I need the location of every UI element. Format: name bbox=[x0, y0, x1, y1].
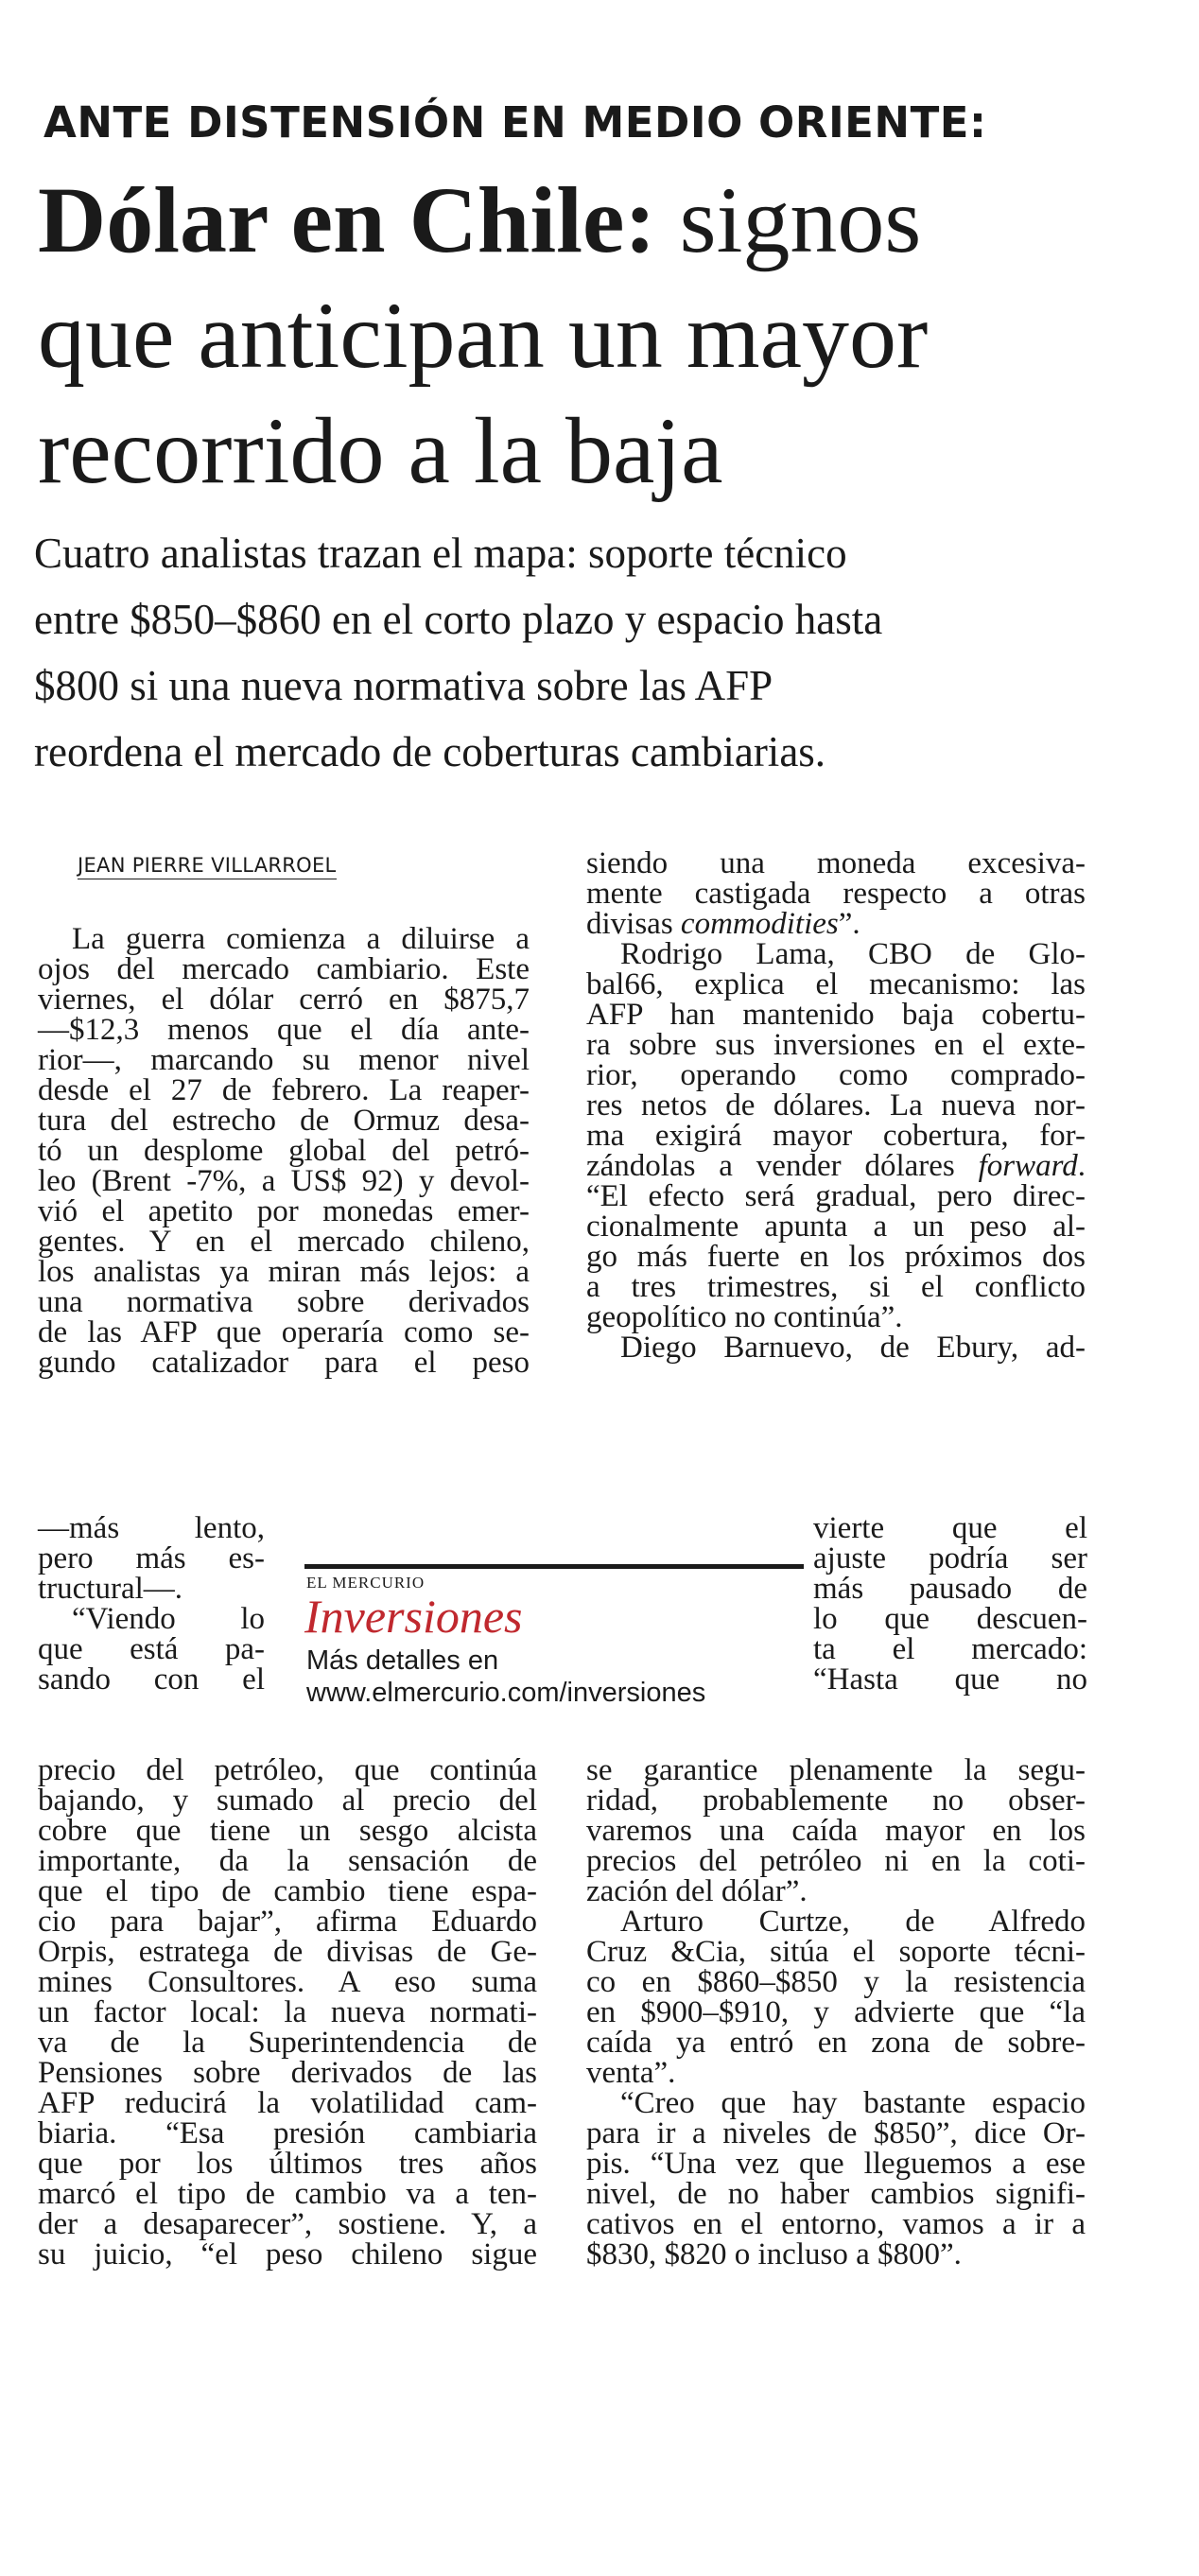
promo-link[interactable]: www.elmercurio.com/inversiones bbox=[306, 1678, 706, 1708]
article-byline: JEAN PIERRE VILLARROEL bbox=[78, 854, 337, 879]
body-text: . bbox=[1077, 1149, 1086, 1183]
body-line: que por los últimos tres años bbox=[38, 2147, 537, 2181]
body-line: bajando, y sumado al precio del bbox=[38, 1784, 537, 1818]
body-line: cobre que tiene un sesgo alcista bbox=[38, 1814, 537, 1848]
body-text-italic: commodities bbox=[680, 907, 839, 941]
promo-text: Más detalles en bbox=[306, 1645, 499, 1676]
body-line: gundo catalizador para el peso bbox=[38, 1346, 530, 1380]
body-line: un factor local: la nueva normati- bbox=[38, 1995, 537, 2029]
body-line: mente castigada respecto a otras bbox=[586, 877, 1086, 911]
body-line bbox=[586, 909, 1086, 939]
body-line: se garantice plenamente la segu- bbox=[586, 1753, 1086, 1787]
body-line: viernes, el dólar cerró en $875,7 bbox=[38, 983, 530, 1017]
body-column-left-narrow bbox=[38, 1513, 265, 1695]
headline-line-2: que anticipan un mayor bbox=[38, 283, 929, 388]
body-line: caída ya entró en zona de sobre- bbox=[586, 2026, 1086, 2060]
body-line: ma exigirá mayor cobertura, for- bbox=[586, 1119, 1086, 1153]
body-line: —más lento, bbox=[38, 1511, 265, 1545]
body-line: rior, operando como comprado- bbox=[586, 1058, 1086, 1092]
body-line: Orpis, estratega de divisas de Ge- bbox=[38, 1935, 537, 1969]
body-line: varemos una caída mayor en los bbox=[586, 1814, 1086, 1848]
body-line: ojos del mercado cambiario. Este bbox=[38, 952, 530, 986]
body-line: “Hasta que no bbox=[813, 1662, 1087, 1697]
deck-line: Cuatro analistas trazan el mapa: soporte técnico bbox=[34, 530, 847, 577]
body-line: “Viendo lo bbox=[72, 1602, 265, 1636]
body-line: tura del estrecho de Ormuz desa- bbox=[38, 1104, 530, 1138]
body-line: sando con el bbox=[38, 1662, 265, 1697]
article-headline bbox=[38, 163, 1173, 509]
body-line: nivel, de no haber cambios signifi- bbox=[586, 2177, 1086, 2211]
deck-line: entre $850–$860 en el corto plazo y espacio hasta bbox=[34, 596, 883, 643]
inversiones-promo[interactable] bbox=[304, 1564, 804, 1727]
body-line: Arturo Curtze, de Alfredo bbox=[620, 1905, 1086, 1939]
body-line: mines Consultores. A eso suma bbox=[38, 1965, 537, 1999]
body-line: desde el 27 de febrero. La reaper- bbox=[38, 1073, 530, 1107]
body-line: en $900–$910, y advierte que “la bbox=[586, 1995, 1086, 2029]
article-kicker: ANTE DISTENSIÓN EN MEDIO ORIENTE: bbox=[43, 97, 987, 148]
body-line: gentes. Y en el mercado chileno, bbox=[38, 1225, 530, 1259]
body-line: siendo una moneda excesiva- bbox=[586, 846, 1086, 880]
body-column-left-bottom bbox=[38, 1755, 537, 2270]
body-line: para ir a niveles de $850”, dice Or- bbox=[586, 2116, 1086, 2150]
deck-line: reordena el mercado de coberturas cambiarias. bbox=[34, 728, 826, 775]
body-line: ra sobre sus inversiones en el exte- bbox=[586, 1028, 1086, 1062]
body-line: ajuste podría ser bbox=[813, 1541, 1087, 1575]
body-line: go más fuerte en los próximos dos bbox=[586, 1240, 1086, 1274]
body-line: Cruz &Cia, sitúa el soporte técni- bbox=[586, 1935, 1086, 1969]
body-line: AFP reducirá la volatilidad cam- bbox=[38, 2086, 537, 2120]
body-column-left-top bbox=[38, 924, 530, 1378]
body-column-right-top bbox=[586, 848, 1086, 1363]
body-line: Pensiones sobre derivados de las bbox=[38, 2056, 537, 2090]
body-line: tructural—. bbox=[38, 1572, 183, 1606]
headline-line-1: signos bbox=[655, 167, 922, 272]
article-deck bbox=[34, 520, 1169, 785]
body-line: va de la Superintendencia de bbox=[38, 2026, 537, 2060]
promo-rule bbox=[304, 1564, 804, 1569]
promo-brand: EL MERCURIO bbox=[306, 1574, 426, 1592]
body-line: ta el mercado: bbox=[813, 1632, 1087, 1666]
body-line: precio del petróleo, que continúa bbox=[38, 1753, 537, 1787]
body-line: venta”. bbox=[586, 2056, 676, 2090]
body-line: La guerra comienza a diluirse a bbox=[72, 922, 530, 956]
body-line: Diego Barnuevo, de Ebury, ad- bbox=[620, 1331, 1086, 1365]
body-line: der a desaparecer”, sostiene. Y, a bbox=[38, 2207, 537, 2241]
body-line: $830, $820 o incluso a $800”. bbox=[586, 2237, 962, 2271]
body-line: lo que descuen- bbox=[813, 1602, 1087, 1636]
body-text: divisas bbox=[586, 907, 681, 941]
body-line bbox=[586, 1151, 1086, 1181]
body-line: AFP han mantenido baja cobertu- bbox=[586, 998, 1086, 1032]
body-line: importante, da la sensación de bbox=[38, 1844, 537, 1878]
body-line: pis. “Una vez que lleguemos a ese bbox=[586, 2147, 1086, 2181]
body-line: geopolítico no continúa”. bbox=[586, 1300, 903, 1334]
body-line: Rodrigo Lama, CBO de Glo- bbox=[620, 937, 1086, 971]
body-column-right-narrow bbox=[813, 1513, 1087, 1695]
body-line: que el tipo de cambio tiene espa- bbox=[38, 1874, 537, 1908]
body-line: los analistas ya miran más lejos: a bbox=[38, 1255, 530, 1289]
body-text-italic: forward bbox=[978, 1149, 1078, 1183]
body-text: ”. bbox=[838, 907, 860, 941]
body-line: zación del dólar”. bbox=[586, 1874, 808, 1908]
body-line: —$12,3 menos que el día ante- bbox=[38, 1013, 530, 1047]
body-line: cativos en el entorno, vamos a ir a bbox=[586, 2207, 1086, 2241]
body-line: cionalmente apunta a un peso al- bbox=[586, 1210, 1086, 1244]
body-line: res netos de dólares. La nueva nor- bbox=[586, 1088, 1086, 1123]
body-line: rior—, marcando su menor nivel bbox=[38, 1043, 530, 1077]
body-line: más pausado de bbox=[813, 1572, 1087, 1606]
body-line: bal66, explica el mecanismo: las bbox=[586, 967, 1086, 1001]
body-line: “El efecto será gradual, pero direc- bbox=[586, 1179, 1086, 1213]
body-line: cio para bajar”, afirma Eduardo bbox=[38, 1905, 537, 1939]
body-text: zándolas a vender dólares bbox=[586, 1149, 979, 1183]
body-line: tó un desplome global del petró- bbox=[38, 1134, 530, 1168]
promo-title: Inversiones bbox=[304, 1590, 523, 1643]
body-line: “Creo que hay bastante espacio bbox=[620, 2086, 1086, 2120]
body-line: precios del petróleo ni en la coti- bbox=[586, 1844, 1086, 1878]
body-line: su juicio, “el peso chileno sigue bbox=[38, 2237, 537, 2271]
body-line: de las AFP que operaría como se- bbox=[38, 1315, 530, 1349]
body-line: marcó el tipo de cambio va a ten- bbox=[38, 2177, 537, 2211]
body-line: que está pa- bbox=[38, 1632, 265, 1666]
headline-bold: Dólar en Chile: bbox=[38, 167, 656, 272]
deck-line: $800 si una nueva normativa sobre las AFP bbox=[34, 662, 773, 709]
body-line: vió el apetito por monedas emer- bbox=[38, 1194, 530, 1228]
body-column-right-bottom bbox=[586, 1755, 1086, 2270]
body-line: ridad, probablemente no obser- bbox=[586, 1784, 1086, 1818]
body-line: vierte que el bbox=[813, 1511, 1087, 1545]
headline-line-3: recorrido a la baja bbox=[38, 398, 723, 503]
body-line: una normativa sobre derivados bbox=[38, 1285, 530, 1319]
body-line: leo (Brent -7%, a US$ 92) y devol- bbox=[38, 1164, 530, 1198]
body-line: a tres trimestres, si el conflicto bbox=[586, 1270, 1086, 1304]
body-line: pero más es- bbox=[38, 1541, 265, 1575]
body-line: co en $860–$850 y la resistencia bbox=[586, 1965, 1086, 1999]
body-line: biaria. “Esa presión cambiaria bbox=[38, 2116, 537, 2150]
